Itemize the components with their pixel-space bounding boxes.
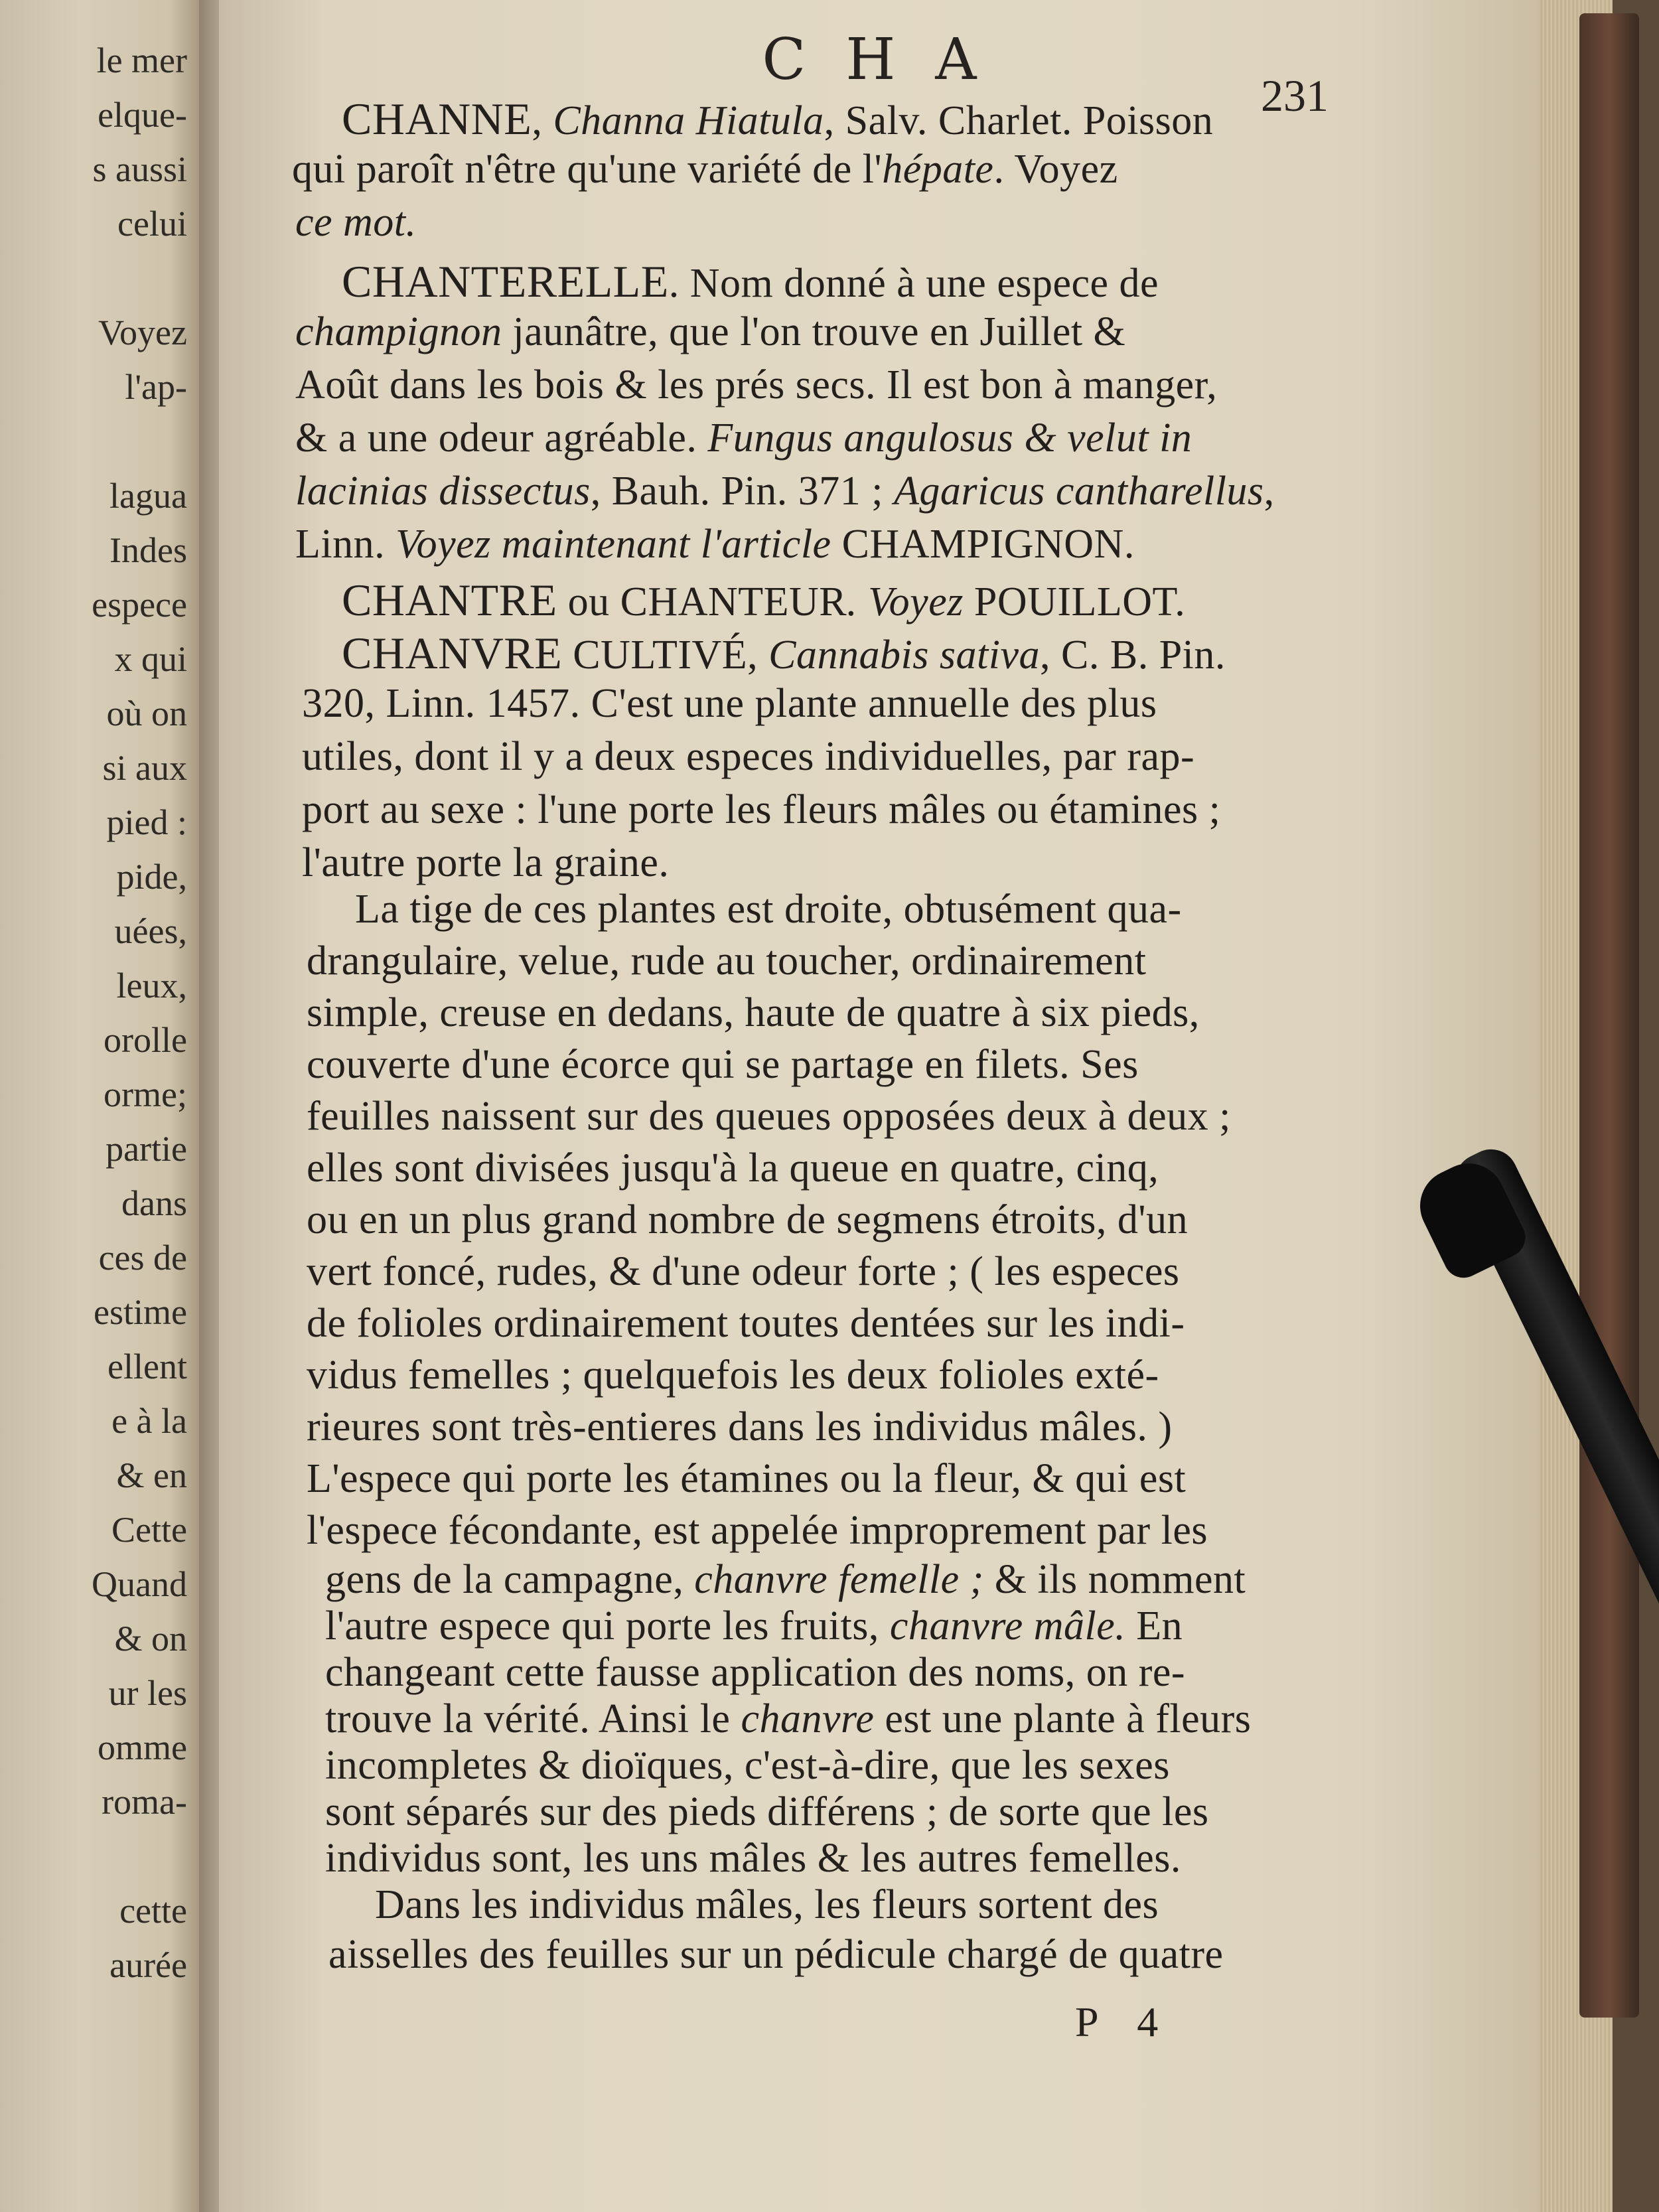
text-line <box>325 1603 1183 1650</box>
italic-term: Fungus angulosus & velut in <box>707 415 1192 461</box>
left-page-fragment: leux, <box>116 966 187 1005</box>
left-page-fragment: orme; <box>104 1074 187 1114</box>
signature-mark: P 4 <box>1075 1998 1173 2045</box>
left-page-fragment: uées, <box>114 911 187 951</box>
text-span: , Bauh. Pin. 371 ; <box>590 469 895 514</box>
text-line: ou en un plus grand nombre de segmens étroits, d'un <box>307 1197 1189 1242</box>
text-span: En <box>1125 1603 1183 1649</box>
left-page-fragment: dans <box>121 1183 187 1223</box>
headword: CHANVRE <box>342 628 563 678</box>
text-line: vert foncé, rudes, & d'une odeur forte ; ( les especes <box>307 1249 1180 1294</box>
italic-term: chanvre femelle ; <box>694 1557 984 1602</box>
italic-term: Voyez maintenant l'article <box>396 522 831 567</box>
text-line: simple, creuse en dedans, haute de quatre à six pieds, <box>307 990 1200 1035</box>
left-page-fragment: estime <box>94 1292 187 1332</box>
left-page-fragment: Indes <box>109 530 187 570</box>
text-span: & ils nomment <box>983 1557 1246 1602</box>
italic-term: hépate <box>882 147 994 192</box>
italic-term: chanvre <box>741 1696 875 1741</box>
left-page-fragment: l'ap- <box>125 367 187 407</box>
text-line: elles sont divisées jusqu'à la queue en quatre, cinq, <box>307 1145 1159 1191</box>
italic-term: . Voyez <box>847 579 974 625</box>
left-page-fragment: le mer <box>96 40 187 80</box>
left-page-fragment: orolle <box>104 1020 187 1060</box>
text-line <box>295 521 1135 568</box>
text-line: changeant cette fausse application des noms, on re- <box>325 1650 1186 1695</box>
text-line <box>292 146 1118 193</box>
italic-term: lacinias dissectus <box>295 469 591 514</box>
left-page <box>0 0 199 2212</box>
text-line: feuilles naissent sur des queues opposées deux à deux ; <box>307 1094 1231 1139</box>
text-line <box>295 415 1192 462</box>
cross-reference: CHAMPIGNON. <box>831 522 1135 567</box>
left-page-fragment: ellent <box>108 1347 187 1386</box>
text-line: l'espece fécondante, est appelée improprement par les <box>307 1508 1208 1553</box>
text-span: , C. B. Pin. <box>1039 632 1226 678</box>
left-page-fragment: pide, <box>116 857 187 897</box>
headword: CHANTERELLE <box>342 256 669 307</box>
left-page-fragment: & en <box>116 1455 187 1495</box>
text-line: utiles, dont il y a deux especes individuelles, par rap- <box>302 734 1195 779</box>
cross-reference: POUILLOT. <box>974 579 1186 625</box>
headword: CHANTRE <box>342 575 557 625</box>
left-page-fragment: cette <box>119 1891 187 1931</box>
entry-text: , Salv. Charlet. Poisson <box>824 98 1214 143</box>
text-line: couverte d'une écorce qui se partage en filets. Ses <box>307 1042 1139 1087</box>
text-span: Linn. <box>295 522 396 567</box>
text-span: ou <box>557 579 620 625</box>
text-line: sont séparés sur des pieds différens ; de sorte que les <box>325 1789 1209 1834</box>
text-span: . Voyez <box>993 147 1118 192</box>
text-span: gens de la campagne, <box>325 1557 695 1602</box>
text-span: , <box>1263 469 1275 514</box>
left-page-fragment: e à la <box>111 1401 187 1441</box>
text-span: . Nom donné à une espece de <box>668 261 1159 306</box>
text-line <box>325 1696 1251 1743</box>
left-page-fragment: celui <box>117 204 187 244</box>
entry-chanterelle <box>342 256 1159 308</box>
left-page-fragment: espece <box>92 585 187 625</box>
left-page-fragment: roma- <box>102 1782 187 1822</box>
text-line: incompletes & dioïques, c'est-à-dire, que les sexes <box>325 1743 1170 1788</box>
text-line: aisselles des feuilles sur un pédicule chargé de quatre <box>328 1932 1224 1977</box>
text-span: est une plante à fleurs <box>874 1696 1252 1741</box>
left-page-fragment: elque- <box>98 95 187 135</box>
italic-term: ce mot. <box>295 200 417 245</box>
left-page-fragment: partie <box>106 1129 187 1169</box>
text-line: Août dans les bois & les prés secs. Il est bon à manger, <box>295 362 1218 407</box>
text-line: individus sont, les uns mâles & les autres femelles. <box>325 1836 1181 1881</box>
latin-name: Cannabis sativa <box>768 632 1040 678</box>
left-page-fragment: & on <box>114 1619 187 1659</box>
left-page-fragment: aurée <box>109 1945 187 1985</box>
latin-name: Channa Hiatula <box>553 98 824 143</box>
italic-term: champignon <box>295 309 502 354</box>
text-span: jaunâtre, que l'on trouve en Juillet & <box>502 309 1126 354</box>
headword: CHANNE <box>342 94 532 144</box>
text-line: Dans les individus mâles, les fleurs sortent des <box>375 1882 1159 1927</box>
left-page-fragment: s aussi <box>92 149 187 189</box>
left-page-fragment: ces de <box>98 1238 187 1278</box>
left-page-fragment: omme <box>98 1728 187 1767</box>
text-line: l'autre porte la graine. <box>302 840 670 885</box>
text-span: , <box>747 632 769 678</box>
left-page-fragment: où on <box>106 694 187 733</box>
text-span: trouve la vérité. Ainsi le <box>325 1696 741 1741</box>
text-line: de folioles ordinairement toutes dentées sur les indi- <box>307 1301 1185 1346</box>
text-line: vidus femelles ; quelquefois les deux folioles exté- <box>307 1353 1159 1398</box>
left-page-fragment: lagua <box>109 476 187 516</box>
left-page-fragment: Voyez <box>98 313 187 352</box>
page-number: 231 <box>1261 70 1329 121</box>
left-page-fragment: Quand <box>92 1564 187 1604</box>
left-page-fragment: Cette <box>111 1510 187 1550</box>
text-line: L'espece qui porte les étamines ou la fleur, & qui est <box>307 1456 1187 1501</box>
left-page-fragment: x qui <box>114 639 187 679</box>
text-line: La tige de ces plantes est droite, obtusément qua- <box>355 887 1182 932</box>
text-line: drangulaire, velue, rude au toucher, ordinairement <box>307 938 1147 984</box>
text-span: qui paroît n'être qu'une variété de l' <box>292 147 883 192</box>
entry-chantre <box>342 574 1185 627</box>
left-page-fragment: pied : <box>106 802 187 842</box>
left-page-fragment: si aux <box>102 748 187 788</box>
headword-alt: CHANTEUR <box>620 579 847 625</box>
text-line <box>295 309 1125 356</box>
text-line: port au sexe : l'une porte les fleurs mâles ou étamines ; <box>302 787 1221 832</box>
italic-term: chanvre mâle. <box>889 1603 1126 1649</box>
text-line: rieures sont très-entieres dans les individus mâles. ) <box>307 1404 1173 1449</box>
headword-qualifier: CULTIVÉ <box>562 632 748 678</box>
entry-channe: CHANNE, Channa Hiatula, Salv. Charlet. Poisson <box>342 94 1214 144</box>
text-line: 320, Linn. 1457. C'est une plante annuelle des plus <box>302 681 1157 726</box>
book-binding <box>1579 13 1639 2018</box>
italic-term: Agaricus cantharellus <box>894 469 1264 514</box>
text-line <box>295 199 417 246</box>
text-span: & a une odeur agréable. <box>295 415 708 461</box>
text-line <box>325 1556 1246 1603</box>
entry-chanvre <box>342 627 1226 680</box>
text-span: l'autre espece qui porte les fruits, <box>325 1603 890 1649</box>
text-line <box>295 468 1275 515</box>
running-head: CHA <box>762 27 1017 93</box>
left-page-fragment: ur les <box>108 1673 187 1713</box>
